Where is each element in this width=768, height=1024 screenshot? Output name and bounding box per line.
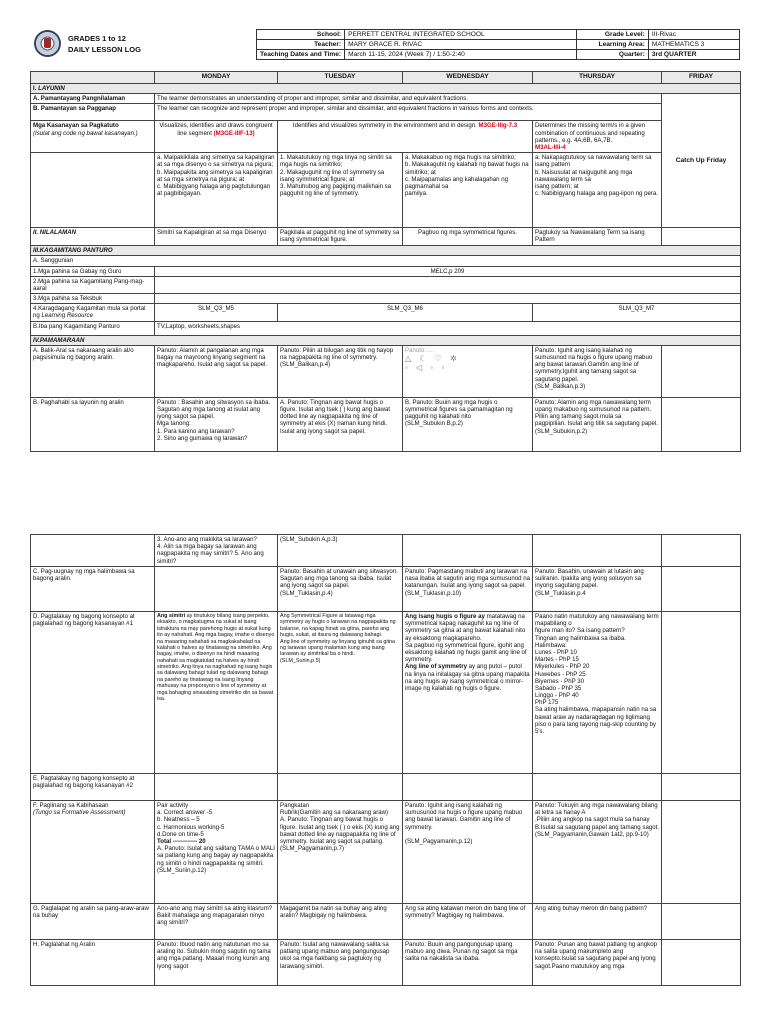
balik-aral-letter: A. — [33, 346, 39, 354]
paghahabi-label — [31, 397, 155, 451]
balik-aral-label — [31, 345, 155, 397]
deped-seal-logo — [34, 30, 61, 57]
teksbuk-label: 3.Mga pahina sa Teksbuk — [31, 294, 155, 304]
tama-mali-instructions: A. Panuto: Isulat ang salitang TAMA o MALI sa patlang kung ang bagay ay nagpapakita ng simitri o hindi nagpapakita ng simitri. (SLM_Suriin,p.12) — [157, 845, 275, 874]
paghahabi-monday: Panuto : Basahin ang sitwasyon sa ibaba. Sagutan ang mga tanong at isulat ang iyong sagot sa papel. Mga tanong: 1. Para kanino ang larawan? 2. Sino ang gumawa ng larawan? — [155, 397, 278, 451]
doc-title-line1: GRADES 1 to 12 — [68, 34, 126, 43]
objectives-tuesday: 1. Makatutukoy ng mga linya ng simitri sa mga hugis na simitriko; 2. Makaguguhit ng line of symmetry sa isang symmetrical figure; at 3. Mahuhubog ang pagiging malikhain sa pagguhit ng line of symmetry. — [278, 153, 403, 228]
row-a-text: Pamantayang Pangnilalaman — [40, 95, 126, 103]
competency-tue-text: Identifies and visualizes symmetry in the environment and in design. — [292, 122, 477, 130]
paghahabi-tuesday: A. Panuto: Tingnan ang bawat hugis o figure. Isulat ang tsek ( ) kung ang bawat dotted line ay nagpapakita ng line of symmetry at ekis (X) naman kung hindi. Isulat ang iyong sagot sa papel. — [278, 397, 403, 451]
content-standard-text: The learner demonstrates an understanding of proper and improper, similar and dissimilar, and equivalent fractions. — [155, 94, 662, 104]
grade-level-value: III-Rivac — [648, 30, 739, 40]
gabay-guro-label: 1.Mga pahina sa Gabay ng Guro — [31, 266, 155, 276]
balik-aral-wednesday — [403, 345, 533, 397]
paglalahat-tuesday: Panuto: Isulat ang nawawalang salita sa patlang upang mabuo ang pangungusap ukol sa mga hakbang sa pagtukoy ng larawang simitri. — [278, 940, 403, 986]
learning-area-label: Learning Area: — [576, 40, 648, 50]
competency-tue-wed — [278, 121, 533, 153]
simitri-definition: ay tinutukoy bilang isang perpekto, eksakto, o magkatugma na sukat at isang istraktura na may parehong hugis at sukat kung ito ay nahahati. Ang mga bagay, imahe o disenyo na maaaring nahahati sa magkakahalad na kalahati o halves ay tinatawag na simetriko. Ang bagay, imahe, o disenyo na hindi maaaring nahahati sa magkatulad na halves ay hindi simetriko. Ang linya na naghahati ng isang hugis sa dalawang bahagi tulad ng dalawang bahagi na pareho ay tinatawag na isang linyang mahusay na proporsyon o line of symmetry at mga bahaging sinasabing simetriko din sa bawat isa. — [157, 613, 275, 702]
competency-monday-code: (M3GE-IIIF-13) — [213, 129, 255, 137]
kagamitang-mag-aaral-label: 2.Mga pahina sa Kagamitang Pang-mag-aaral — [31, 276, 155, 293]
lesson-log-page-2 — [0, 496, 768, 1024]
learning-area-value: MATHEMATICS 3 — [648, 40, 739, 50]
pagtalakay-2-monday — [155, 774, 278, 801]
quarter-value: 3rd QUARTER — [648, 50, 739, 60]
iba-pang-kagamitan-value: TV,Laptop, worksheets,shapes — [155, 321, 741, 335]
section-layunin-title: LAYUNIN — [38, 85, 65, 92]
nilalaman-monday: Simitri sa Kapaligiran at sa mga Disenyo — [155, 228, 278, 246]
competency-tue-code: M3GE-IIIg-7.3 — [478, 122, 518, 130]
teacher-label: Teacher: — [257, 40, 345, 50]
pagtalakay-2-thursday — [533, 774, 662, 801]
row-a-letter: A. — [33, 95, 40, 103]
paglalapat-wednesday: Ang sa ating katawan meron din bang line of symmetry? Magbigay ng halimbawa. — [403, 904, 533, 940]
row-b-label — [31, 104, 155, 121]
paglalapat-monday: Ano-ano ang may simitri sa ating klasrum? Bakit mahalaga ang mapagaralan ninyo ang simitri? — [155, 904, 278, 940]
paglinang-label — [31, 801, 155, 904]
pag-uugnay-thursday: Panuto: Basahin, unawain at lutasin ang suliranin. Ipakita ang iyong solusyon sa inyong sagutang papel. (SLM_Tuklasin,p.4 — [533, 567, 662, 612]
cont-friday — [662, 535, 741, 567]
paglalahat-letter: H. — [33, 941, 40, 948]
pagtalakay-1-letter: D. — [33, 613, 40, 620]
cont-label — [31, 535, 155, 567]
line-of-symmetry-definition: ay ang putol – putol na linya na inilalagay sa gitna upang mapakita na ang hugis ay isang symmetrical o mirror-image ng kalahati ng hugis o figure. — [405, 663, 530, 692]
section-pamamaraan-title: IV.PAMAMARAAN — [33, 336, 85, 344]
paglinang-text: Paglinang sa Kabihasaan — [39, 802, 109, 809]
competencies-label — [31, 121, 155, 153]
lesson-table-page-1 — [30, 71, 741, 452]
lesson-log-page-1 — [0, 0, 768, 496]
paglinang-wednesday: Panuto: Iguhit ang isang kalahati ng sumusunod na hugis o figure upang mabuo ang bawat larawan. Gamitin ang line of symmetry. (SLM_Pagyamanin,p.12) — [403, 801, 533, 904]
nilalaman-label — [31, 228, 155, 246]
simitri-term: Ang simitri — [157, 613, 186, 619]
cont-thursday — [533, 535, 662, 567]
pagtalakay-1-label — [31, 612, 155, 774]
doc-title-line2: DAILY LESSON LOG — [68, 45, 141, 54]
paghahabi-wednesday: B. Panuto: Buuin ang mga hugis o symmetrical figures sa pamamagitan ng pagguhit ng kalahati nito (SLM_Subukin B,p.2) — [403, 397, 533, 451]
pagtalakay-2-label — [31, 774, 155, 801]
lesson-table-page-2 — [30, 534, 741, 986]
nilalaman-thursday: Pagtukoy sa Nawawalang Term sa isang Pattern — [533, 228, 662, 246]
performance-standard-text: The learner can recognize and represent proper and improper, similar and dissimilar, and equivalent fractions in various forms and contexts. — [155, 104, 662, 121]
teksbuk-value — [155, 294, 741, 304]
dates-label: Teaching Dates and Time: — [257, 50, 345, 60]
paglalapat-tuesday: Magagamit ba natin sa buhay ang ating aralin? Magbigay ng halimbawa. — [278, 904, 403, 940]
dates-value: March 11-15, 2024 (Week 7) / 1:50-2:40 — [345, 50, 577, 60]
pag-uugnay-text: Pag-uugnay ng mga halimbawa sa bagong aralin. — [33, 568, 135, 583]
grade-level-label: Grade Level: — [576, 30, 648, 40]
paglinang-letter: F. — [33, 802, 38, 809]
sanggunian-label: A. Sanggunian — [31, 256, 741, 266]
quarter-label: Quarter: — [576, 50, 648, 60]
paglalahat-thursday: Panuto: Punan ang bawat patlang ng angkop na salita upang makumpleto ang konsepto.Isulat sa sagutang papel ang iyong sagot.Paano matutukoy ang mga — [533, 940, 662, 986]
catch-up-friday: Catch Up Friday — [662, 94, 741, 228]
symmetry-shapes-figure: △ ☾ ♡ ✲ ◦ ◁ ◦ ◦ — [405, 354, 460, 373]
pagtalakay-1-friday — [662, 612, 741, 774]
corner-cell — [31, 72, 155, 84]
gabay-guro-value: MELC,p 209 — [155, 266, 741, 276]
header-info-table — [256, 29, 740, 60]
competencies-sub: (Isulat ang code ng bawat kasanayan.) — [33, 129, 138, 137]
rubric-total: Total ------------ 20 — [157, 837, 206, 845]
paglinang-tuesday: Pangkatan Rubrik(Gamitin ang sa nakaraang araw) A. Panuto: Tingnan ang bawat hugis o figure. Isulat ang tsek ( ) o ekis (X) kung ang bawat dotted line ay nagpapakita ng line of symmetry. Isulat ang sagot sa patlang. (SLM_Pagyamanin,p.7) — [278, 801, 403, 904]
nilalaman-wednesday: Pagbuo ng mga symmetrical figures. — [403, 228, 533, 246]
section-kagamitan-title: III.KAGAMITANG PANTURO — [33, 247, 113, 255]
competency-monday — [155, 121, 278, 153]
hugis-figure-definition: matatawag na symmetrical kapag nakaguhit ka ng line of symmetry sa gitna at ang bawat kalahati nito ay eksaktong magkapareho. Sa pagbuo ng symmetrical figure, iguhit ang eksaktong kalahati ng hugis gamit ang line of symmetry. — [405, 613, 527, 664]
paglinang-monday — [155, 801, 278, 904]
row-b-letter: B. — [33, 105, 40, 113]
paghahabi-friday — [662, 397, 741, 451]
paglalapat-thursday: Ang ating buhay meron din bang pattern? — [533, 904, 662, 940]
day-header-friday: FRIDAY — [662, 72, 741, 84]
pagtalakay-1-text: Pagtalakay ng bagong konsepto at paglalahad ng bagong kasanayan #1 — [33, 613, 135, 628]
cont-tuesday: (SLM_Subukin A,p.3) — [278, 535, 403, 567]
paglinang-friday — [662, 801, 741, 904]
school-label: School: — [257, 30, 345, 40]
nilalaman-friday — [662, 228, 741, 246]
pagtalakay-1-monday — [155, 612, 278, 774]
pag-uugnay-tuesday: Panuto: Basahin at unawain ang sitwasyon. Sagutan ang mga tanong sa ibaba. Isulat ang iyong sagot sa papel. (SLM_Tuklasin,p.4) — [278, 567, 403, 612]
pag-uugnay-wednesday: Panuto: Pagmasdang mabuti ang larawan na nasa ibaba at sagutin ang mga sumusunod na katanungan. Isulat ang iyong sagot sa papel. (SLM_Tuklasin,p.10) — [403, 567, 533, 612]
day-header-monday: MONDAY — [155, 72, 278, 84]
pagtalakay-1-wednesday — [403, 612, 533, 774]
competency-thursday-text: Determines the missing term/s in a given combination of continuous and repeating patterns., e.g. 4A,6B, 6A,7B. — [535, 122, 646, 144]
paglalapat-letter: G. — [33, 905, 40, 912]
iba-pang-kagamitan-label: B.Iba pang Kagamitang Panturo — [31, 321, 155, 335]
paghahabi-letter: B. — [33, 398, 39, 406]
pagtalakay-2-tuesday — [278, 774, 403, 801]
paghahabi-text: Paghahabi sa layunin ng aralin — [40, 398, 124, 406]
competency-thursday-code: M3AL-IIIi-4 — [535, 143, 566, 151]
day-header-tuesday: TUESDAY — [278, 72, 403, 84]
paglalahat-friday — [662, 940, 741, 986]
paglalahat-label — [31, 940, 155, 986]
paghahabi-thursday: Panuto: Alamin ang mga nawawalang term upang makabuo ng sumusunod na pattern. Piliin ang tamang sagot mula sa pagpipilian. Isulat ang titik sa sagutang papel. (SLM_Subukin,p.2) — [533, 397, 662, 451]
objectives-wednesday: a. Makakabuo ng mga hugis na simitriko; b. Makakaguhit ng kalahati ng bawat hugis na simitriko; at c. Maipapamalas ang kahalagahan ng pagmamahal sa pamilya. — [403, 153, 533, 228]
paglalahat-text: Paglalahat ng Aralin — [40, 941, 96, 948]
pagtalakay-1-tuesday: Ang Symmetrical Figure ai tatawag mga symmetry ay hugis o larawan na nagpapakita ng balanse, na kapag hinati sa gitna, pareho ang hugis, sukat, at itsura ng dalawang bahagi. Ang line of symmetry ay linyang iginuhit sa gitna ng larawan upang malaman kung ang isang larawan ay simitrikal ba o hindi. (SLM_Suriin,p.5) — [278, 612, 403, 774]
kagamitang-mag-aaral-value — [155, 276, 741, 293]
pag-uugnay-letter: C. — [33, 568, 40, 575]
row-a-label — [31, 94, 155, 104]
paglalapat-label — [31, 904, 155, 940]
objectives-monday: a. Maipakikilala ang simetrya sa kapaligiran at sa mga disenyo o sa simetrya na pigura; b. Maipapakita ang simetrya sa kapaligiran at sa mga simetrya na pigura; at c. Mabibigyang halaga ang pagtutulungan at pagbibigayan. — [155, 153, 278, 228]
balik-aral-thursday: Panuto: Iguhit ang isang kalahati ng sumusunod na hugis o figure upang mabuo ang bawat larawan.Gamitin ang line of symmetry.Iguhit ang tamang sagot sa sagutang papel. (SLM_Balikan,p.3) — [533, 345, 662, 397]
lr-portal-text: 4.Karagdagang Kagamitan mula sa portal ng — [33, 305, 146, 320]
section-kagamitan — [31, 246, 741, 256]
paglalahat-monday: Panuto: Ibuod natin ang natutunan mo sa araling ito. Subukin mong sagutin ng tama ang mga patlang. Maaari mong kunin ang iyong sagot — [155, 940, 278, 986]
day-header-thursday: THURSDAY — [533, 72, 662, 84]
lr-portal-label — [31, 304, 155, 321]
balik-aral-text: Balik-Aral sa nakaraang aralin at/o pagsisimula ng bagong aralin. — [33, 346, 134, 361]
balik-aral-tuesday: Panuto: Piliin at bilugan ang titik ng hayop na nagpapakita ng line of symmetry. (SLM_Balikan,p.4) — [278, 345, 403, 397]
paglalapat-friday — [662, 904, 741, 940]
paglalapat-text: Paglalapat ng aralin sa pang-araw-araw na buhay — [33, 905, 149, 920]
cont-monday: 3. Ano-ano ang makikita sa larawan? 4. Alin sa mga bagay sa larawan ang nagpapakita ng may simitri? 5. Ano ang simitri? — [155, 535, 278, 567]
competency-monday-text: Visualizes, identifies and draws congruent line segment — [159, 122, 273, 137]
document-header — [30, 29, 740, 60]
pagtalakay-1-thursday: Paano natin matutukoy ang nawawalang term mapabilang o figure man ito? Sa isang pattern? Tingnan ang halimbawa sa ibaba. Halimbawa: Lunes - PhP 10 Martes - PhP 15 Miyerkules - PhP 20 Huwebes - PhP 25 Biyernes - PhP 30 Sabado - PhP 35 Linggo - PhP 40 PhP 175 Sa ating halimbawa, mapapansin natin na sa bawat araw ay nadaragdagan ng tiglimang piso o para lang tayong nag-skip counting by 5's. — [533, 612, 662, 774]
paglinang-thursday: Panuto: Tukuyin ang mga nawawalang bilang at letra sa hanay A .Piliin ang angkop na sagot mula sa hanay B.Isulat sa sagutang papel ang tamang sagot. (SLM_Pagyamanin,Gawain 1at2, pp.9-10) — [533, 801, 662, 904]
objectives-label-cell — [31, 153, 155, 228]
lr-monday: SLM_Q3_M5 — [155, 304, 278, 321]
pag-uugnay-monday — [155, 567, 278, 612]
pag-uugnay-label — [31, 567, 155, 612]
competency-thursday — [533, 121, 662, 153]
line-of-symmetry-term: Ang line of symmetry — [405, 663, 467, 671]
school-value: PERRETT CENTRAL INTEGRATED SCHOOL — [345, 30, 577, 40]
paglinang-sub: (Tungo sa Formative Assessment) — [33, 809, 126, 817]
lr-thu-fri: SLM_Q3_M7 — [533, 304, 741, 321]
balik-aral-friday — [662, 345, 741, 397]
pagtalakay-2-text: Pagtalakay ng bagong konsepto at paglalahad ng bagong kasanayan #2 — [33, 775, 135, 790]
pagtalakay-2-letter: E. — [33, 775, 39, 782]
rubric-list: Pair activity a. Correct answer -5 b. Neatness – 5 c. Harmonious working-5 d.Done on time-5 — [157, 802, 225, 838]
pagtalakay-2-friday — [662, 774, 741, 801]
row-b-text: Pamantayan sa Pagganap — [40, 105, 116, 113]
lr-tue-wed: SLM_Q3_M6 — [278, 304, 533, 321]
pagtalakay-2-wednesday — [403, 774, 533, 801]
balik-aral-monday: Panuto: Alamin at pangalanan ang mga bagay na mayroong linyang segment na magkapareho. Isulat ang sagot sa papel. — [155, 345, 278, 397]
objectives-thursday: a. Nakapagtutukoy sa nawawalang term sa isang pattern b. Naisusulat at naiguguhit ang mga nawawalang term sa isang pattern; at c. Nabibigyang halaga ang pag-iipon ng pera. — [533, 153, 662, 228]
balik-aral-wed-hint: Panuto: ... — [405, 346, 433, 354]
cont-wednesday — [403, 535, 533, 567]
nilalaman-title: II. NILALAMAN — [33, 229, 76, 237]
hugis-figure-term: Ang isang hugis o figure ay — [405, 613, 485, 620]
teacher-value: MARY GRACE R. RIVAC — [345, 40, 577, 50]
section-layunin — [31, 84, 741, 94]
competencies-title: Mga Kasanayan sa Pagkatuto — [33, 122, 119, 130]
section-layunin-num: I. — [33, 85, 37, 92]
section-pamamaraan — [31, 335, 741, 345]
nilalaman-tuesday: Pagkilala at pagguhit ng line of symmetry sa isang symmetrical figure. — [278, 228, 403, 246]
paglalahat-wednesday: Panuto: Buuin ang pangungusap upang mabuo ang diwa. Punan ng sagot sa mga salita na nakalista sa ibaba. — [403, 940, 533, 986]
pag-uugnay-friday — [662, 567, 741, 612]
lr-portal-italic: Learning Resource — [41, 312, 93, 320]
day-header-wednesday: WEDNESDAY — [403, 72, 533, 84]
